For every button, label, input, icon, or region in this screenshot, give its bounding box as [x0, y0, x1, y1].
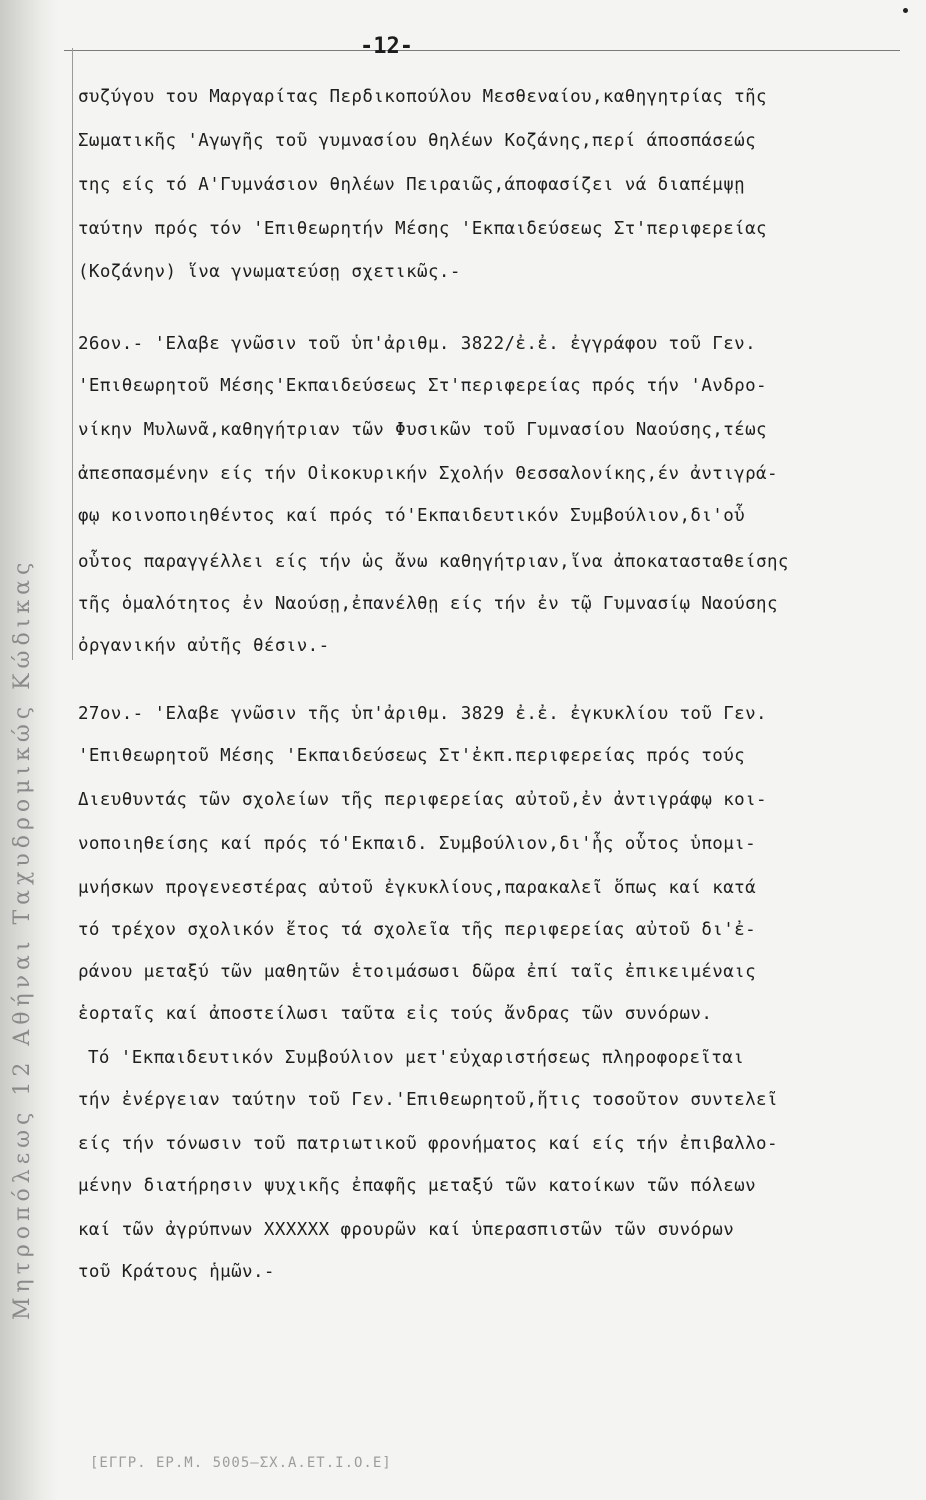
- ruled-top-line: [64, 50, 900, 51]
- body-line: τοῦ Κράτους ἡμῶν.-: [78, 1262, 275, 1282]
- body-line: ράνου μεταξύ τῶν μαθητῶν ἑτοιμάσωσι δῶρα ἐπί ταῖς ἐπικειμέναις: [78, 962, 757, 982]
- body-line: ἀπεσπασμένην είς τήν Οἰκοκυρικήν Σχολήν Θεσσαλονίκης,έν ἀντιγρά-: [78, 464, 778, 484]
- ink-dot: [903, 8, 908, 13]
- body-line: είς τήν τόνωσιν τοῦ πατριωτικοῦ φρονήματος καί είς τήν ἐπιβαλλο-: [78, 1134, 778, 1154]
- binding-margin: [0, 0, 58, 1500]
- body-line: νοποιηθείσης καί πρός τό'Εκπαιδ. Συμβούλιον,δι'ἧς οὗτος ὑπομι-: [78, 834, 757, 854]
- page-number: -12-: [360, 34, 413, 59]
- ruled-left-line: [72, 48, 73, 660]
- section-27-line: 27ον.- 'Ελαβε γνῶσιν τῆς ὑπ'ἀριθμ. 3829 ἐ.ἐ. ἐγκυκλίου τοῦ Γεν.: [78, 704, 767, 724]
- bleed-through-text: [ΕΓΓΡ. ΕΡ.Μ. 5005—ΣΧ.Α.ΕΤ.Ι.Ο.Ε]: [90, 1455, 392, 1471]
- body-line: μένην διατήρησιν ψυχικῆς ἐπαφῆς μεταξύ τῶν κατοίκων τῶν πόλεων: [78, 1176, 757, 1196]
- body-line: οὗτος παραγγέλλει είς τήν ὡς ἄνω καθηγήτριαν,ἵνα ἀποκατασταθείσης: [78, 552, 789, 572]
- body-line: φῳ κοινοποιηθέντος καί πρός τό'Εκπαιδευτικόν Συμβούλιον,δι'οὗ: [78, 506, 746, 526]
- body-line: νίκην Μυλωνᾶ,καθηγήτριαν τῶν Φυσικῶν τοῦ Γυμνασίου Ναούσης,τέως: [78, 420, 767, 440]
- margin-stamp-text: Μητροπόλεως 12 Αθήναι Ταχυδρομικώς Κώδικας: [10, 557, 35, 1320]
- section-26-line: 26ον.- 'Ελαβε γνῶσιν τοῦ ὑπ'ἀριθμ. 3822/ἐ.ἐ. ἐγγράφου τοῦ Γεν.: [78, 334, 757, 354]
- body-line: καί τῶν ἀγρύπνων ΧΧΧΧΧΧ φρουρῶν καί ὑπερασπιστῶν τῶν συνόρων: [78, 1220, 735, 1240]
- body-line: ἑορταῖς καί ἀποστείλωσι ταῦτα εἰς τούς ἄνδρας τῶν συνόρων.: [78, 1004, 713, 1024]
- body-line: Σωματικῆς 'Αγωγῆς τοῦ γυμνασίου θηλέων Κοζάνης,περί άποσπάσεώς: [78, 131, 757, 151]
- body-line: συζύγου του Μαργαρίτας Περδικοπούλου Μεσθεναίου,καθηγητρίας τῆς: [78, 87, 767, 107]
- body-line: τό τρέχον σχολικόν ἔτος τά σχολεῖα τῆς περιφερείας αὐτοῦ δι'ἐ-: [78, 920, 757, 940]
- body-line: τήν ἐνέργειαν ταύτην τοῦ Γεν.'Επιθεωρητοῦ,ἥτις τοσοῦτον συντελεῖ: [78, 1090, 778, 1110]
- body-line: (Κοζάνην) ἵνα γνωματεύσῃ σχετικῶς.-: [78, 262, 461, 282]
- body-line: τῆς ὁμαλότητος ἐν Ναούσῃ,ἐπανέλθῃ είς τήν ἐν τῷ Γυμνασίῳ Ναούσης: [78, 594, 778, 614]
- body-line: 'Επιθεωρητοῦ Μέσης'Εκπαιδεύσεως Στ'περιφερείας πρός τήν 'Ανδρο-: [78, 376, 767, 396]
- body-line: της είς τό Α'Γυμνάσιον θηλέων Πειραιῶς,άποφασίζει νά διαπέμψῃ: [78, 175, 746, 195]
- body-line: Τό 'Εκπαιδευτικόν Συμβούλιον μετ'εὐχαριστήσεως πληροφορεῖται: [88, 1048, 745, 1068]
- body-line: μνήσκων προγενεστέρας αὐτοῦ ἐγκυκλίους,παρακαλεῖ ὅπως καί κατά: [78, 878, 757, 898]
- body-line: ὀργανικήν αὐτῆς θέσιν.-: [78, 636, 330, 656]
- body-line: Διευθυντάς τῶν σχολείων τῆς περιφερείας αὐτοῦ,ἐν ἀντιγράφῳ κοι-: [78, 790, 767, 810]
- body-line: ταύτην πρός τόν 'Επιθεωρητήν Μέσης 'Εκπαιδεύσεως Στ'περιφερείας: [78, 219, 767, 239]
- body-line: 'Επιθεωρητοῦ Μέσης 'Εκπαιδεύσεως Στ'ἐκπ.περιφερείας πρός τούς: [78, 746, 746, 766]
